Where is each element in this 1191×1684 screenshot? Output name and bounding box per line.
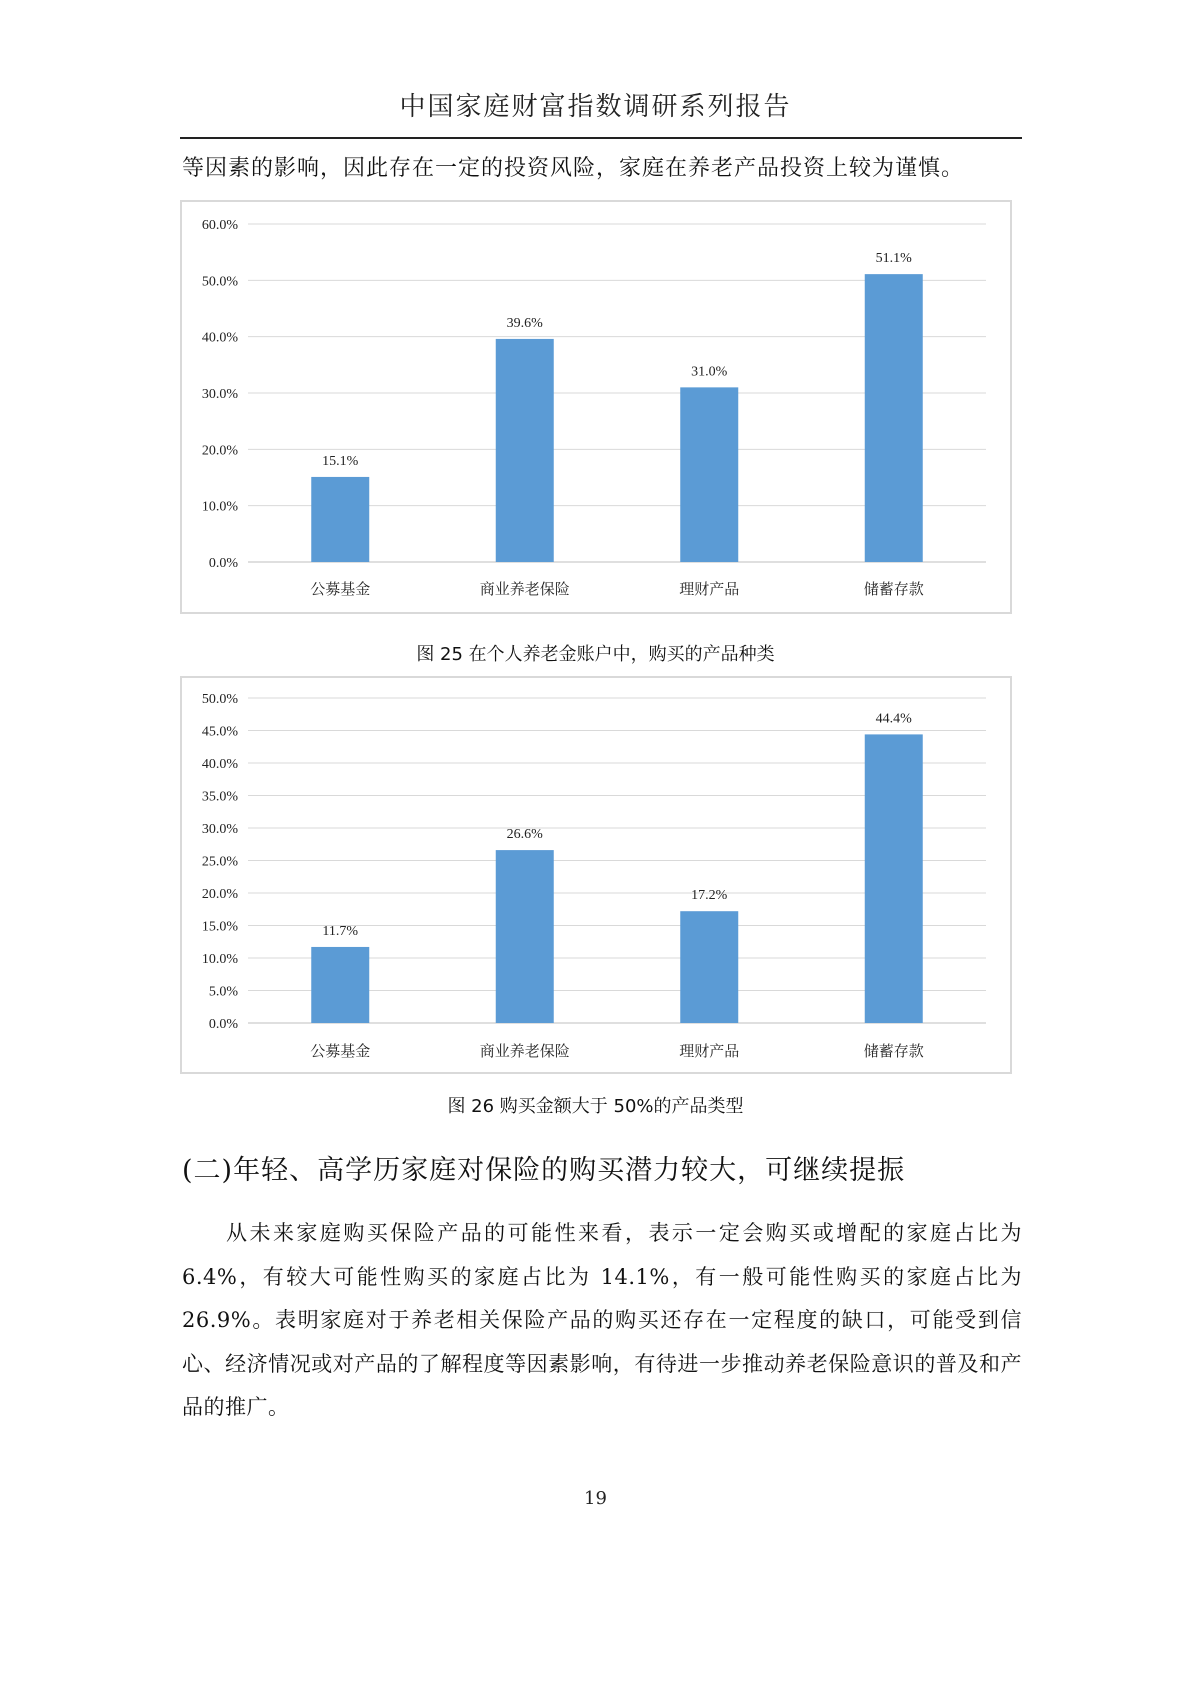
data-label: 11.7% [322,923,359,939]
report-series-title: 中国家庭财富指数调研系列报告 [399,92,792,122]
x-category-label: 储蓄存款 [863,1042,924,1060]
body-paragraph [182,1212,1022,1430]
bar [680,911,738,1023]
paragraph-text: 从未来家庭购买保险产品的可能性来看，表示一定会购买或增配的家庭占比为 6.4%，有较大可能性购买的家庭占比为 14.1%，有一般可能性购买的家庭占比为 26.9%。表明家庭对于养老相关保险产品的购买还存在一定程度的缺口，可能受到信心、经济情况或对产品的了解程度等因素影响，有待进一步推动养老保险意识的普及和产品的推广。 [182,1221,1022,1419]
x-category-label: 商业养老保险 [479,580,570,598]
x-category-label: 商业养老保险 [479,1042,570,1060]
x-category-label: 储蓄存款 [863,580,924,598]
bar [311,477,369,562]
y-tick-label: 0.0% [208,556,238,571]
y-tick-label: 40.0% [201,330,238,346]
y-tick-label: 35.0% [201,789,238,805]
bar [496,850,554,1023]
y-tick-label: 45.0% [201,724,238,740]
page-number: 19 [584,1488,607,1509]
y-tick-label: 10.0% [201,952,238,967]
y-tick-label: 0.0% [208,1017,238,1032]
x-category-label: 公募基金 [310,580,371,598]
bar [496,339,554,562]
bar [311,947,369,1023]
y-tick-label: 30.0% [201,822,238,837]
data-label: 44.4% [875,711,912,727]
y-tick-label: 30.0% [201,387,238,402]
data-label: 51.1% [875,251,912,267]
y-tick-label: 25.0% [201,854,238,870]
intro-text-line: 等因素的影响，因此存在一定的投资风险，家庭在养老产品投资上较为谨慎。 [182,156,965,181]
x-category-label: 理财产品 [679,1042,740,1060]
bar [680,387,738,562]
y-tick-label: 15.0% [201,919,238,935]
y-tick-label: 50.0% [201,692,238,707]
y-tick-label: 50.0% [201,274,238,290]
x-category-label: 理财产品 [679,580,740,598]
data-label: 15.1% [322,453,359,469]
chart-figure-26 [180,676,1012,1074]
header-divider [180,137,1022,139]
bar [865,274,923,562]
data-label: 17.2% [691,888,728,904]
bar [865,734,923,1023]
data-label: 39.6% [506,315,543,331]
figure-26-caption: 图 26 购买金额大于 50%的产品类型 [447,1096,744,1117]
y-tick-label: 10.0% [201,499,238,515]
y-tick-label: 20.0% [201,887,238,902]
data-label: 31.0% [691,364,728,380]
chart-figure-25 [180,200,1012,614]
data-label: 26.6% [506,827,543,843]
chart-25-svg [182,202,1010,612]
y-tick-label: 20.0% [201,443,238,459]
x-category-label: 公募基金 [310,1042,371,1060]
section-heading: (二)年轻、高学历家庭对保险的购买潜力较大，可继续提振 [182,1155,906,1186]
y-tick-label: 5.0% [208,984,238,1000]
chart-26-svg [182,678,1010,1072]
y-tick-label: 60.0% [201,218,238,233]
y-tick-label: 40.0% [201,757,238,772]
figure-25-caption: 图 25 在个人养老金账户中，购买的产品种类 [416,644,775,665]
